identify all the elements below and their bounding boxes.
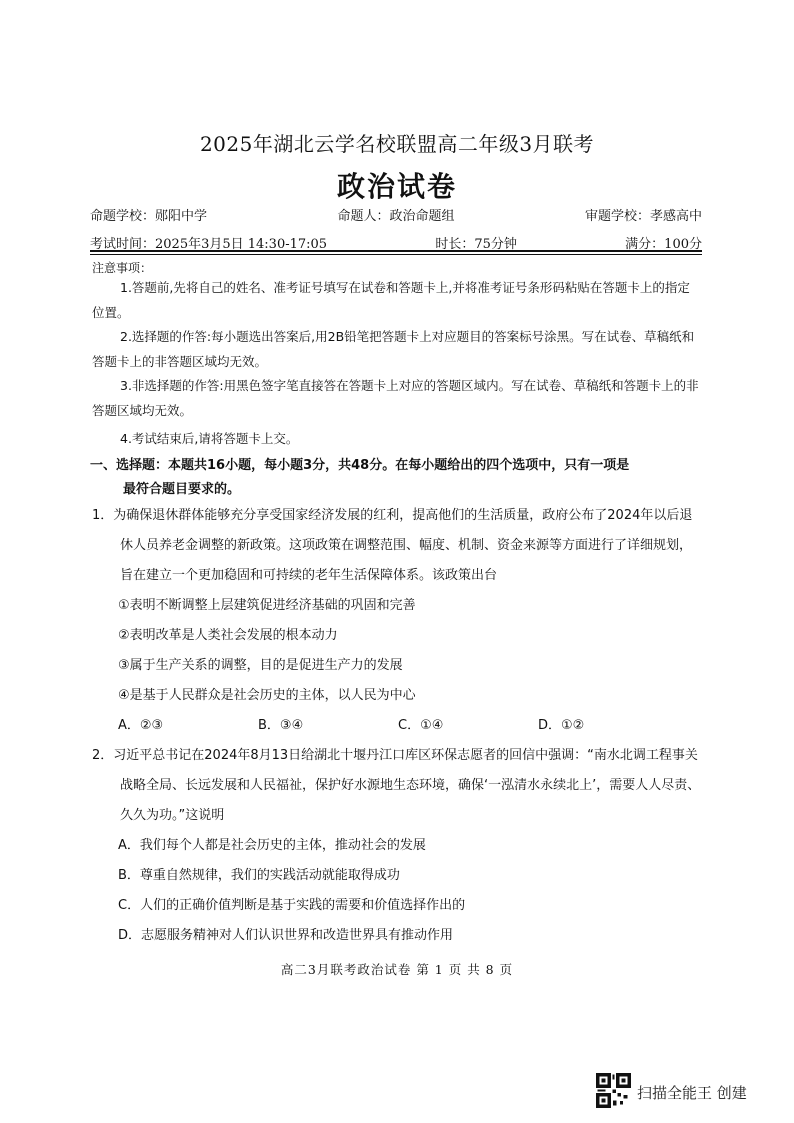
question-2 xyxy=(92,741,702,951)
choice-d: D．①② xyxy=(538,718,585,733)
notes-list xyxy=(92,276,702,452)
subject-title: 政治试卷 xyxy=(336,170,457,203)
duration: 时长：75分钟 xyxy=(435,237,517,252)
exam-title: 2025年湖北云学名校联盟高二年级3月联考 xyxy=(199,132,595,156)
exam-time: 考试时间：2025年3月5日 14:30-17:05 xyxy=(90,237,328,252)
scanner-watermark: 扫描全能王 创建 xyxy=(637,1084,747,1102)
note-item: 2.选择题的作答:每小题选出答案后,用2B铅笔把答题卡上对应题目的答案标号涂黑。写在试卷、草稿纸和答题卡上的非答题区域均无效。 xyxy=(92,329,695,369)
choices xyxy=(92,711,702,741)
choice-a: A．②③ xyxy=(118,718,164,733)
statement: ②表明改革是人类社会发展的根本动力 xyxy=(118,628,338,643)
note-item: 1.答题前,先将自己的姓名、准考证号填写在试卷和答题卡上,并将准考证号条形码粘贴在答题卡上的指定位置。 xyxy=(92,280,690,320)
divider xyxy=(90,254,702,255)
qr-code-icon xyxy=(596,1073,631,1108)
divider xyxy=(90,250,702,252)
choice-b: B．③④ xyxy=(258,718,304,733)
choice-a: A．我们每个人都是社会历史的主体，推动社会的发展 xyxy=(118,838,426,853)
page-footer: 高二3月联考政治试卷 第 1 页 共 8 页 xyxy=(280,962,514,977)
choice-c: C．人们的正确价值判断是基于实践的需要和价值选择作出的 xyxy=(118,898,466,913)
section-heading-line: 最符合题目要求的。 xyxy=(123,482,241,497)
section-heading xyxy=(90,454,702,502)
info-row-authors xyxy=(90,205,702,224)
section-heading-line: 一、选择题：本题共16小题，每小题3分，共48分。在每小题给出的四个选项中，只有一项是 xyxy=(90,458,630,473)
choice-b: B．尊重自然规律，我们的实践活动就能取得成功 xyxy=(118,868,400,883)
question-stem: 1．为确保退休群体能够充分享受国家经济发展的红利，提高他们的生活质量，政府公布了2024年以后退休人员养老金调整的新政策。这项政策在调整范围、幅度、机制、资金来源等方面进行了详细规划，旨在建立一个更加稳固和可持续的老年生活保障体系。该政策出台 xyxy=(92,508,693,583)
note-item: 3.非选择题的作答:用黑色签字笔直接答在答题卡上对应的答题区域内。写在试卷、草稿纸和答题卡上的非答题区域均无效。 xyxy=(92,378,699,418)
question-1 xyxy=(92,501,702,741)
question-stem: 2．习近平总书记在2024年8月13日给湖北十堰丹江口库区环保志愿者的回信中强调：“南水北调工程事关战略全局、长远发展和人民福祉，保护好水源地生态环境，确保‘一泓清水永续北上’，需要人人尽责、久久为功。”这说明 xyxy=(92,748,701,823)
notes-heading: 注意事项： xyxy=(92,261,153,275)
statement: ③属于生产关系的调整，目的是促进生产力的发展 xyxy=(118,658,403,673)
choice-d: D．志愿服务精神对人们认识世界和改造世界具有推动作用 xyxy=(118,928,454,943)
full-score: 满分：100分 xyxy=(625,237,702,252)
statement: ①表明不断调整上层建筑促进经济基础的巩固和完善 xyxy=(118,598,416,613)
choice-c: C．①④ xyxy=(398,718,444,733)
statement: ④是基于人民群众是社会历史的主体，以人民为中心 xyxy=(118,688,416,703)
setting-school: 命题学校：郧阳中学 xyxy=(90,209,208,224)
setter: 命题人：政治命题组 xyxy=(337,209,455,224)
review-school: 审题学校：孝感高中 xyxy=(584,209,702,224)
note-item: 4.考试结束后,请将答题卡上交。 xyxy=(120,431,299,446)
